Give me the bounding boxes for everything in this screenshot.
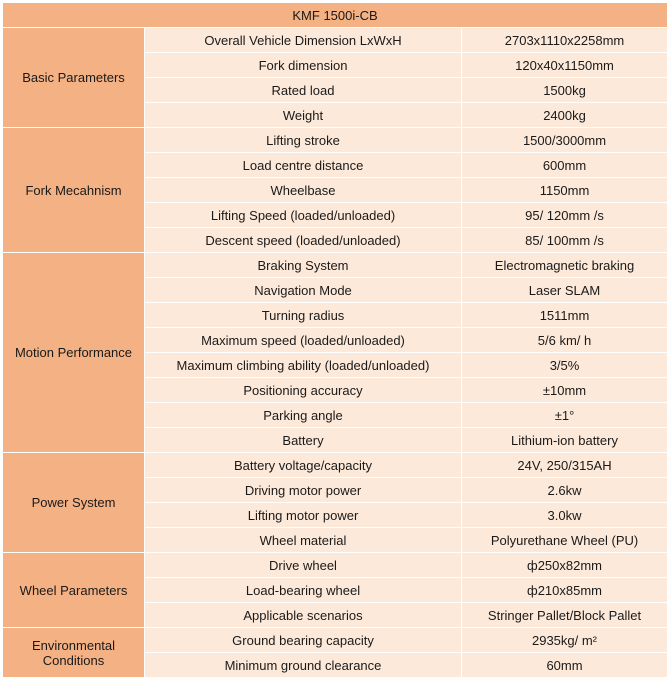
parameter-cell: Navigation Mode bbox=[145, 278, 462, 303]
value-cell: 3/5% bbox=[462, 353, 668, 378]
value-cell: 2400kg bbox=[462, 103, 668, 128]
table-row bbox=[3, 253, 668, 278]
category-cell: Wheel Parameters bbox=[3, 553, 145, 628]
parameter-cell: Lifting stroke bbox=[145, 128, 462, 153]
parameter-cell: Drive wheel bbox=[145, 553, 462, 578]
parameter-cell: Parking angle bbox=[145, 403, 462, 428]
value-cell: 2703x1110x2258mm bbox=[462, 28, 668, 53]
value-cell: 1500kg bbox=[462, 78, 668, 103]
parameter-cell: Ground bearing capacity bbox=[145, 628, 462, 653]
value-cell: 95/ 120mm /s bbox=[462, 203, 668, 228]
parameter-cell: Rated load bbox=[145, 78, 462, 103]
spec-table-body bbox=[3, 3, 668, 678]
parameter-cell: Maximum speed (loaded/unloaded) bbox=[145, 328, 462, 353]
parameter-cell: Weight bbox=[145, 103, 462, 128]
value-cell: 3.0kw bbox=[462, 503, 668, 528]
value-cell: 600mm bbox=[462, 153, 668, 178]
value-cell: 120x40x1150mm bbox=[462, 53, 668, 78]
table-title: KMF 1500i-CB bbox=[3, 3, 668, 28]
parameter-cell: Applicable scenarios bbox=[145, 603, 462, 628]
value-cell: ф250x82mm bbox=[462, 553, 668, 578]
parameter-cell: Wheel material bbox=[145, 528, 462, 553]
value-cell: 1150mm bbox=[462, 178, 668, 203]
parameter-cell: Driving motor power bbox=[145, 478, 462, 503]
parameter-cell: Battery voltage/capacity bbox=[145, 453, 462, 478]
parameter-cell: Wheelbase bbox=[145, 178, 462, 203]
value-cell: 60mm bbox=[462, 653, 668, 678]
category-cell: Environmental Conditions bbox=[3, 628, 145, 678]
value-cell: 24V, 250/315AH bbox=[462, 453, 668, 478]
title-row bbox=[3, 3, 668, 28]
value-cell: 85/ 100mm /s bbox=[462, 228, 668, 253]
table-row bbox=[3, 28, 668, 53]
parameter-cell: Positioning accuracy bbox=[145, 378, 462, 403]
spec-table bbox=[2, 2, 668, 678]
table-row bbox=[3, 553, 668, 578]
category-cell: Power System bbox=[3, 453, 145, 553]
value-cell: 1511mm bbox=[462, 303, 668, 328]
value-cell: 5/6 km/ h bbox=[462, 328, 668, 353]
parameter-cell: Lifting Speed (loaded/unloaded) bbox=[145, 203, 462, 228]
parameter-cell: Turning radius bbox=[145, 303, 462, 328]
category-cell: Basic Parameters bbox=[3, 28, 145, 128]
parameter-cell: Minimum ground clearance bbox=[145, 653, 462, 678]
parameter-cell: Braking System bbox=[145, 253, 462, 278]
value-cell: ±10mm bbox=[462, 378, 668, 403]
value-cell: 2.6kw bbox=[462, 478, 668, 503]
parameter-cell: Maximum climbing ability (loaded/unloaded) bbox=[145, 353, 462, 378]
table-row bbox=[3, 128, 668, 153]
parameter-cell: Descent speed (loaded/unloaded) bbox=[145, 228, 462, 253]
value-cell: Stringer Pallet/Block Pallet bbox=[462, 603, 668, 628]
value-cell: ±1° bbox=[462, 403, 668, 428]
table-row bbox=[3, 453, 668, 478]
category-cell: Motion Performance bbox=[3, 253, 145, 453]
parameter-cell: Load-bearing wheel bbox=[145, 578, 462, 603]
table-row bbox=[3, 628, 668, 653]
value-cell: Polyurethane Wheel (PU) bbox=[462, 528, 668, 553]
value-cell: Lithium-ion battery bbox=[462, 428, 668, 453]
parameter-cell: Lifting motor power bbox=[145, 503, 462, 528]
value-cell: ф210x85mm bbox=[462, 578, 668, 603]
value-cell: Electromagnetic braking bbox=[462, 253, 668, 278]
category-cell: Fork Mecahnism bbox=[3, 128, 145, 253]
value-cell: 2935kg/ m² bbox=[462, 628, 668, 653]
parameter-cell: Fork dimension bbox=[145, 53, 462, 78]
parameter-cell: Battery bbox=[145, 428, 462, 453]
value-cell: 1500/3000mm bbox=[462, 128, 668, 153]
parameter-cell: Load centre distance bbox=[145, 153, 462, 178]
parameter-cell: Overall Vehicle Dimension LxWxH bbox=[145, 28, 462, 53]
value-cell: Laser SLAM bbox=[462, 278, 668, 303]
